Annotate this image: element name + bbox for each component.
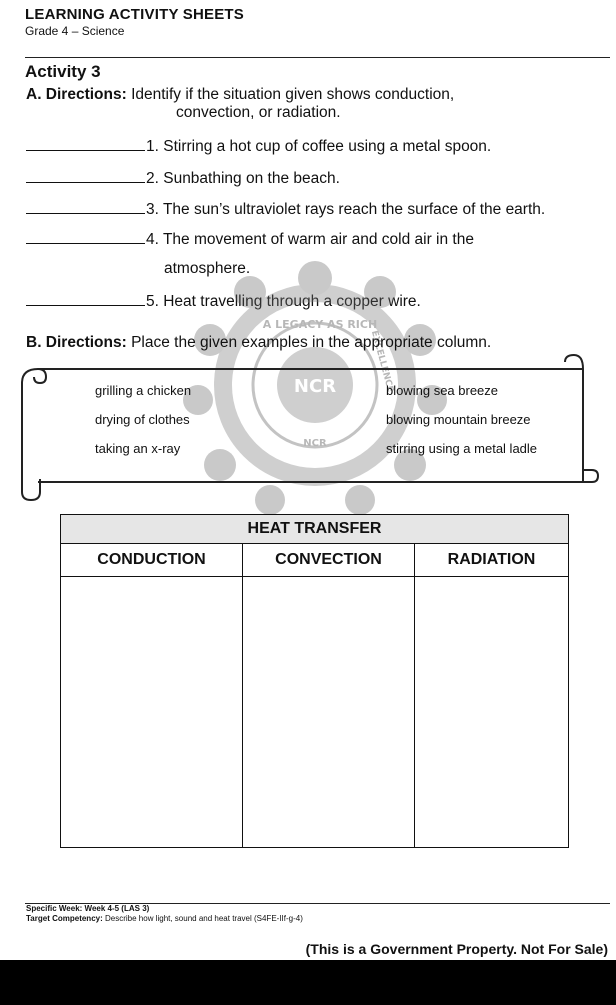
answer-cell-radiation[interactable] (415, 577, 569, 848)
specific-week: Specific Week: Week 4-5 (LAS 3) (26, 904, 150, 913)
target-competency (26, 914, 303, 923)
column-header-conduction: CONDUCTION (61, 544, 243, 577)
example-sea-breeze: blowing sea breeze (386, 383, 499, 398)
example-metal-ladle: stirring using a metal ladle (386, 441, 538, 456)
example-xray: taking an x-ray (95, 441, 181, 456)
competency-text: Describe how light, sound and heat travel (S4FE-IIf-g-4) (105, 914, 303, 923)
sheet-title: LEARNING ACTIVITY SHEETS (25, 6, 244, 23)
item-3-text: 3. The sun’s ultraviolet rays reach the surface of the earth. (146, 201, 546, 218)
part-a-label: A. Directions: (26, 86, 127, 103)
answer-cell-convection[interactable] (243, 577, 415, 848)
heat-transfer-table (60, 514, 569, 848)
answer-cell-conduction[interactable] (61, 577, 243, 848)
bottom-black-bar (0, 960, 616, 1005)
example-grilling: grilling a chicken (95, 383, 192, 398)
example-drying: drying of clothes (95, 412, 190, 427)
part-a-text-line1: Identify if the situation given shows conduction, (131, 86, 455, 103)
item-4-continuation: atmosphere. (164, 260, 251, 277)
grade-subject: Grade 4 – Science (25, 24, 125, 38)
item-1-text: 1. Stirring a hot cup of coffee using a metal spoon. (146, 138, 492, 155)
example-mountain-breeze: blowing mountain breeze (386, 412, 531, 427)
part-b-text: Place the given examples in the appropriate column. (131, 334, 492, 351)
seal-center-text: NCR (293, 376, 337, 397)
table-title: HEAT TRANSFER (61, 515, 569, 544)
column-header-radiation: RADIATION (415, 544, 569, 577)
government-property-note: (This is a Government Property. Not For Sale) (305, 941, 608, 957)
seal-bottom-text: NCR (303, 438, 327, 449)
part-b-label: B. Directions: (26, 334, 127, 351)
item-2-text: 2. Sunbathing on the beach. (146, 170, 340, 187)
seal-arc-text: A LEGACY AS RICH (262, 318, 378, 331)
part-a-text-line2: convection, or radiation. (176, 104, 341, 121)
item-4-text: 4. The movement of warm air and cold air in the (146, 231, 474, 248)
seal-right-text: EXCELLENCE (368, 329, 395, 394)
column-header-convection: CONVECTION (243, 544, 415, 577)
item-5-text: 5. Heat travelling through a copper wire. (146, 293, 421, 310)
competency-label: Target Competency: (26, 914, 103, 923)
activity-title: Activity 3 (25, 62, 101, 81)
